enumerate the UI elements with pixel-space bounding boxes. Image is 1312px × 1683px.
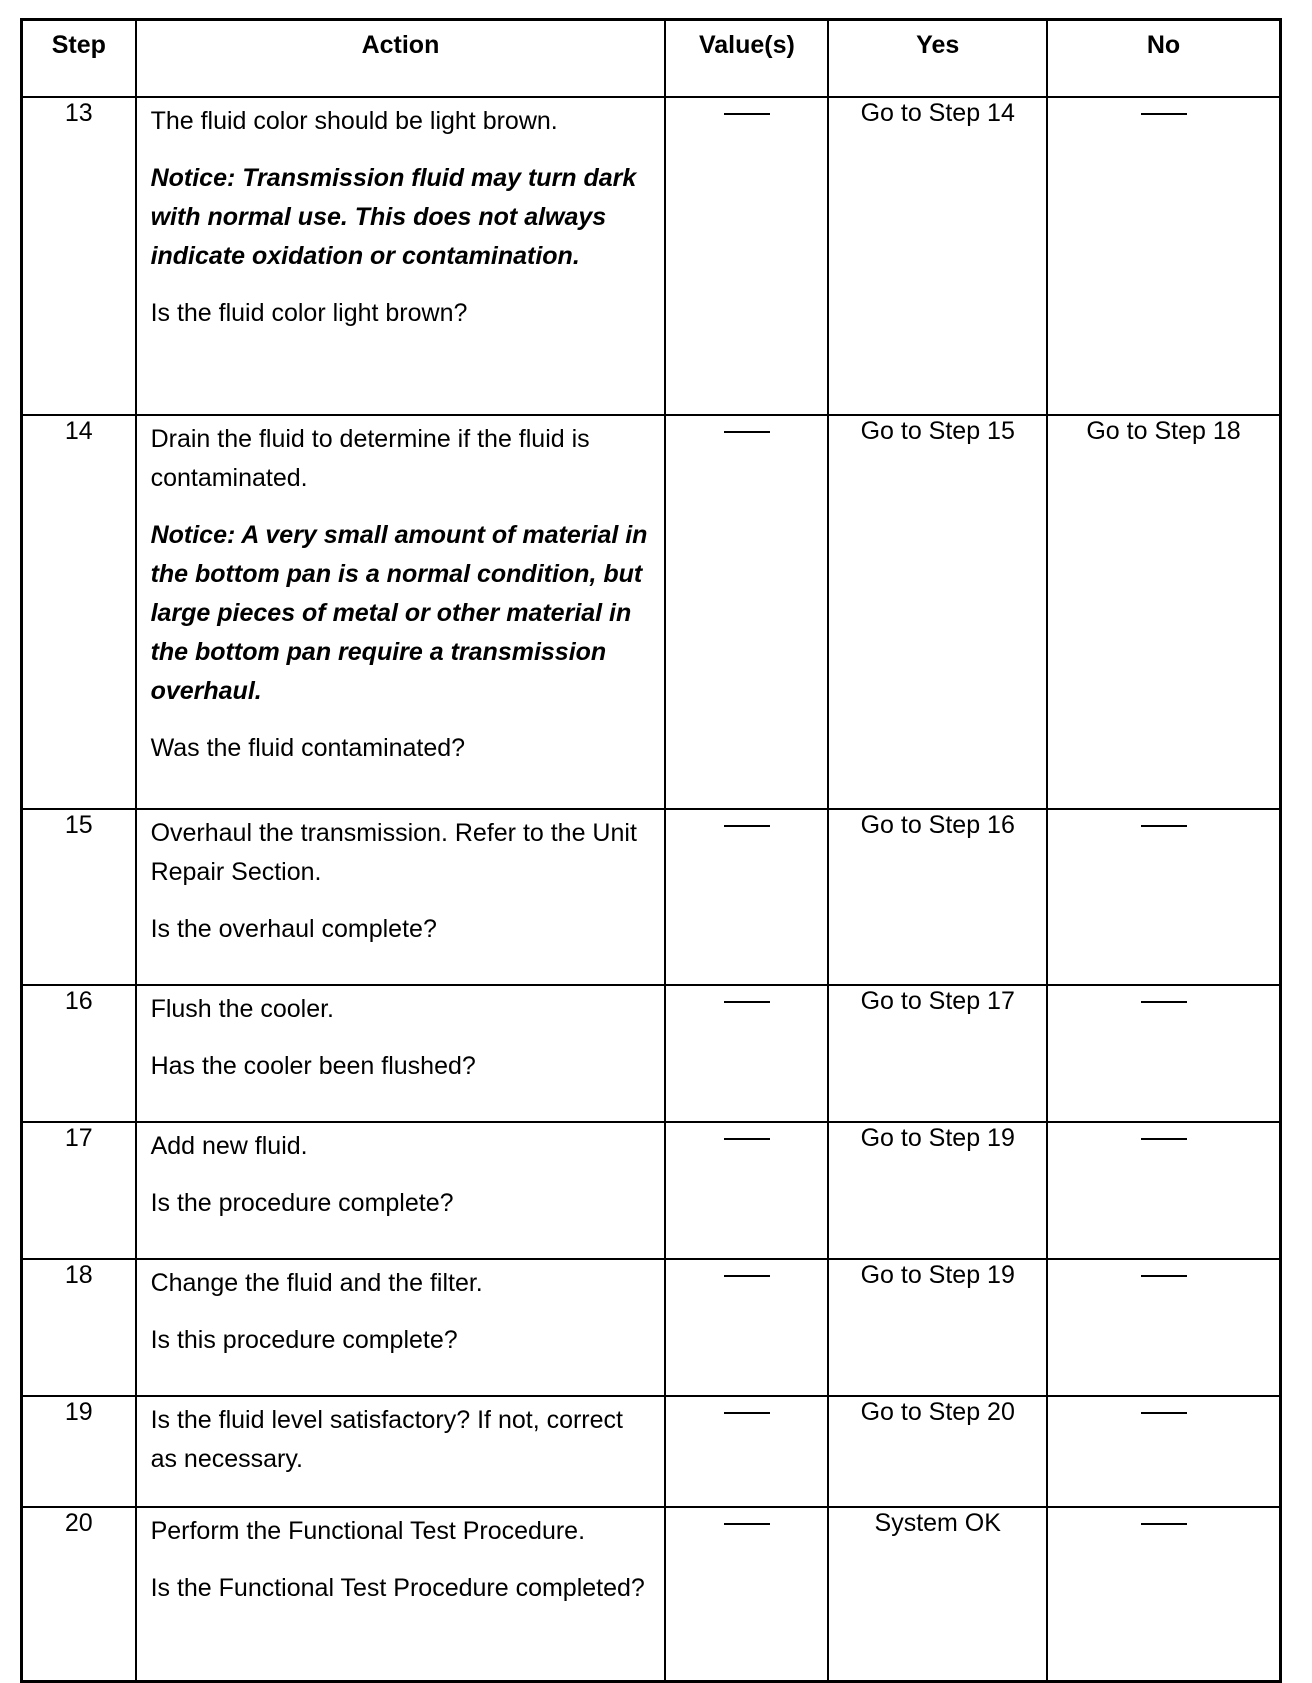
no-dash [1141,113,1187,115]
action-text: Is the fluid level satisfactory? If not, correct as necessary. [150,1406,623,1473]
action-text: Perform the Functional Test Procedure. [150,1517,586,1545]
value-dash [724,113,770,115]
action-cell [136,1122,666,1259]
table-row [22,1396,1281,1507]
table-row [22,1122,1281,1259]
action-question: Is the Functional Test Procedure completed? [150,1574,645,1602]
procedure-table-wrapper [20,18,1282,1668]
action-question: Has the cooler been flushed? [150,1052,476,1080]
no-cell [1047,1122,1281,1259]
action-question: Is the procedure complete? [150,1189,454,1217]
no-cell [1047,1396,1281,1507]
table-row [22,1259,1281,1396]
step-number: 19 [22,1396,136,1507]
table-row [22,809,1281,985]
value-cell [665,985,828,1122]
no-cell: Go to Step 18 [1047,415,1281,809]
step-number: 16 [22,985,136,1122]
no-dash [1141,1001,1187,1003]
notice-text: Notice: A very small amount of material in the bottom pan is a normal condition, but large pieces of metal or other material in the bottom pan require a transmission overhaul. [150,521,648,705]
action-text: Change the fluid and the filter. [150,1269,483,1297]
value-cell [665,97,828,415]
action-question: Was the fluid contaminated? [150,734,466,762]
step-number: 20 [22,1507,136,1681]
value-cell [665,1396,828,1507]
action-text: The fluid color should be light brown. [150,107,558,135]
action-text: Overhaul the transmission. Refer to the Unit Repair Section. [150,819,637,886]
action-cell [136,1396,666,1507]
header-values: Value(s) [665,20,828,98]
value-cell [665,1259,828,1396]
no-dash [1141,1138,1187,1140]
header-no: No [1047,20,1281,98]
step-number: 17 [22,1122,136,1259]
no-cell [1047,97,1281,415]
header-action: Action [136,20,666,98]
value-dash [724,825,770,827]
value-cell [665,809,828,985]
yes-cell: Go to Step 14 [828,97,1047,415]
step-number: 15 [22,809,136,985]
action-question: Is this procedure complete? [150,1326,458,1354]
value-cell [665,1122,828,1259]
action-cell [136,809,666,985]
yes-cell: System OK [828,1507,1047,1681]
step-number: 14 [22,415,136,809]
table-row [22,415,1281,809]
yes-cell: Go to Step 19 [828,1122,1047,1259]
action-text: Flush the cooler. [150,995,334,1023]
no-dash [1141,825,1187,827]
step-number: 18 [22,1259,136,1396]
yes-cell: Go to Step 15 [828,415,1047,809]
table-row [22,985,1281,1122]
action-cell [136,97,666,415]
yes-cell: Go to Step 17 [828,985,1047,1122]
action-question: Is the fluid color light brown? [150,299,468,327]
table-row [22,97,1281,415]
procedure-table [20,18,1282,1683]
action-cell [136,415,666,809]
action-text: Drain the fluid to determine if the fluid is contaminated. [150,425,590,492]
no-cell [1047,1507,1281,1681]
header-row [22,20,1281,98]
yes-cell: Go to Step 19 [828,1259,1047,1396]
value-dash [724,1523,770,1525]
action-cell [136,1259,666,1396]
yes-cell: Go to Step 20 [828,1396,1047,1507]
table-row [22,1507,1281,1681]
action-text: Add new fluid. [150,1132,308,1160]
header-step: Step [22,20,136,98]
value-cell [665,415,828,809]
value-cell [665,1507,828,1681]
no-dash [1141,1412,1187,1414]
no-cell [1047,809,1281,985]
value-dash [724,1275,770,1277]
no-dash [1141,1523,1187,1525]
value-dash [724,1412,770,1414]
notice-text: Notice: Transmission fluid may turn dark with normal use. This does not always indicate oxidation or contamination. [150,164,637,270]
value-dash [724,1138,770,1140]
header-yes: Yes [828,20,1047,98]
no-cell [1047,1259,1281,1396]
value-dash [724,1001,770,1003]
value-dash [724,431,770,433]
step-number: 13 [22,97,136,415]
action-cell [136,1507,666,1681]
yes-cell: Go to Step 16 [828,809,1047,985]
no-dash [1141,1275,1187,1277]
no-cell [1047,985,1281,1122]
action-cell [136,985,666,1122]
action-question: Is the overhaul complete? [150,915,437,943]
